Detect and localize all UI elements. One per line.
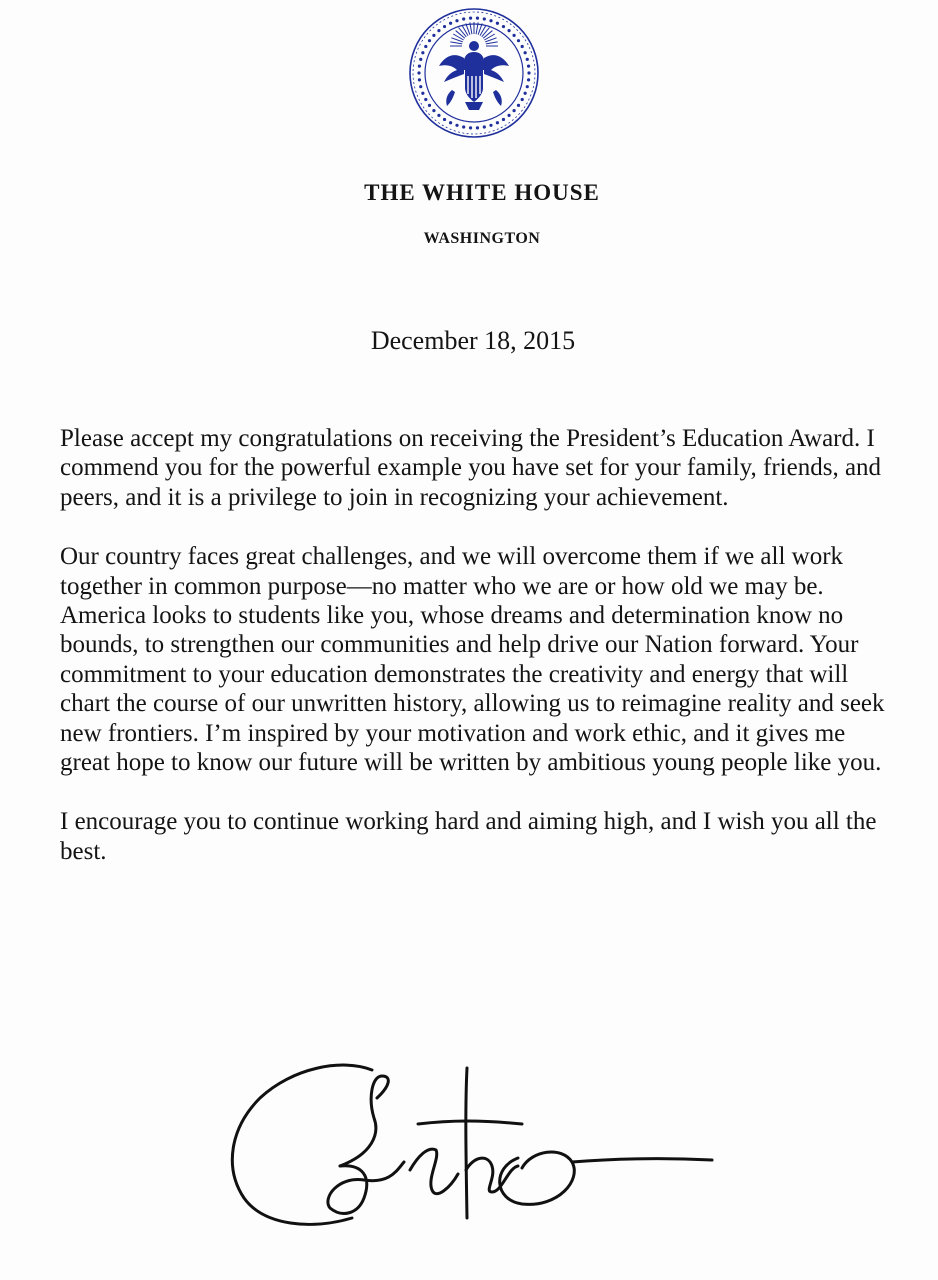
letter-paragraph: I encourage you to continue working hard and aiming high, and I wish you all the best. <box>60 808 877 865</box>
letter-paragraph: Our country faces great challenges, and we will overcome them if we all work together in common purpose—no matter who we are or how old we may be. America looks to students like you, whose dreams and determination know no bounds, to strengthen our communities and help drive our Nation forward. Your commitment to your education demonstrates the creativity and energy that will chart the course of our unwritten history, allowing us to reimagine reality and seek new frontiers. I’m inspired by your motivation and work ethic, and it gives me great hope to know our future will be written by ambitious young people like you. <box>60 543 885 777</box>
letter-paragraph: Please accept my congratulations on receiving the President’s Education Award. I commend you for the powerful example you have set for your family, friends, and peers, and it is a privilege to join in recognizing your achievement. <box>60 425 882 511</box>
signature-icon <box>222 1058 722 1233</box>
letterhead-city: WASHINGTON <box>423 230 541 247</box>
letter-body <box>60 424 890 896</box>
letterhead-title: THE WHITE HOUSE <box>364 180 600 205</box>
presidential-seal-icon <box>407 6 541 140</box>
letter-date: December 18, 2015 <box>370 326 576 355</box>
